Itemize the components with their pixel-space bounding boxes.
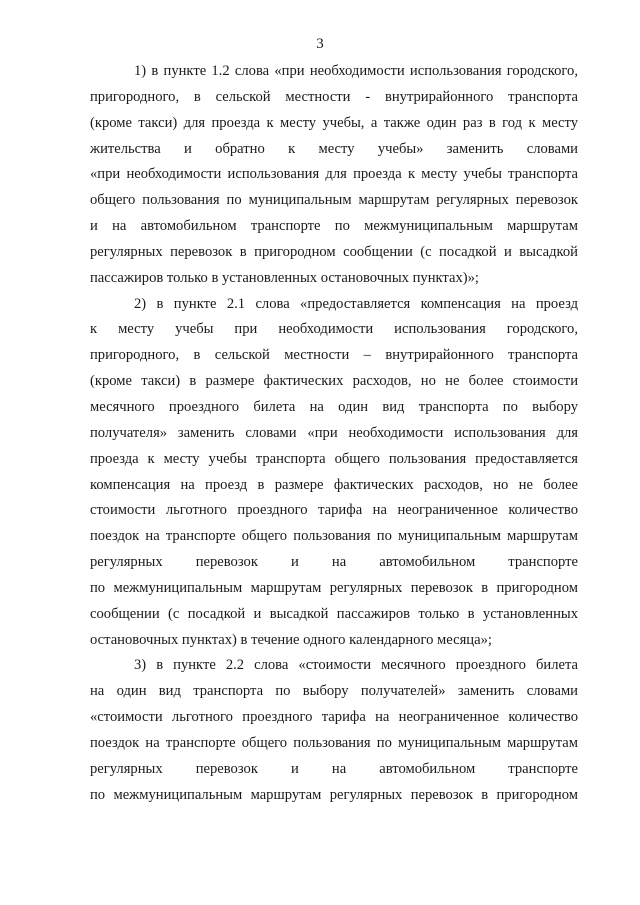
text-line: общего пользования по муниципальным маршрутам регулярных перевозок bbox=[90, 192, 578, 209]
text-line: проезда к месту учебы транспорта общего пользования предоставляется bbox=[90, 450, 578, 467]
text-line: пассажиров только в установленных остановочных пунктах)»; bbox=[90, 269, 479, 286]
text-line: пригородного, в сельской местности - внутрирайонного транспорта bbox=[90, 88, 578, 105]
text-line: пригородного, в сельской местности – внутрирайонного транспорта bbox=[90, 347, 578, 364]
text-line: компенсация на проезд в размере фактических расходов, но не более bbox=[90, 476, 578, 493]
paragraph-1 bbox=[90, 59, 578, 292]
paragraph-3 bbox=[90, 653, 578, 808]
text-line: поездок на транспорте общего пользования по муниципальным маршрутам bbox=[90, 528, 578, 545]
text-line: месячного проездного билета на один вид транспорта по выбору bbox=[90, 398, 578, 415]
document-body bbox=[90, 59, 578, 808]
text-line: 2) в пункте 2.1 слова «предоставляется компенсация на проезд bbox=[134, 295, 578, 312]
text-line: остановочных пунктах) в течение одного календарного месяца»; bbox=[90, 631, 492, 648]
text-line: стоимости льготного проездного тарифа на неограниченное количество bbox=[90, 502, 578, 519]
text-line: и на автомобильном транспорте по межмуниципальным маршрутам bbox=[90, 218, 578, 235]
text-line: поездок на транспорте общего пользования по муниципальным маршрутам bbox=[90, 734, 578, 751]
text-line: на один вид транспорта по выбору получателей» заменить словами bbox=[90, 683, 578, 700]
text-line: 3) в пункте 2.2 слова «стоимости месячного проездного билета bbox=[134, 657, 578, 674]
text-line: (кроме такси) в размере фактических расходов, но не более стоимости bbox=[90, 373, 578, 390]
text-line: к месту учебы при необходимости использования городского, bbox=[90, 321, 578, 338]
text-line: получателя» заменить словами «при необходимости использования для bbox=[90, 424, 578, 441]
text-line: регулярных перевозок в пригородном сообщении (с посадкой и высадкой bbox=[90, 243, 578, 260]
text-line: регулярных перевозок и на автомобильном транспорте bbox=[90, 760, 578, 777]
text-line: сообщении (с посадкой и высадкой пассажиров только в установленных bbox=[90, 605, 578, 622]
text-line: регулярных перевозок и на автомобильном транспорте bbox=[90, 554, 578, 571]
text-line: по межмуниципальным маршрутам регулярных перевозок в пригородном bbox=[90, 579, 578, 596]
text-line: «стоимости льготного проездного тарифа на неограниченное количество bbox=[90, 709, 578, 726]
text-line: по межмуниципальным маршрутам регулярных перевозок в пригородном bbox=[90, 786, 578, 803]
text-line: «при необходимости использования для проезда к месту учебы транспорта bbox=[90, 166, 578, 183]
text-line: жительства и обратно к месту учебы» заменить словами bbox=[90, 140, 578, 157]
text-line: (кроме такси) для проезда к месту учебы, а также один раз в год к месту bbox=[90, 114, 578, 131]
page-number: 3 bbox=[316, 36, 324, 52]
paragraph-2 bbox=[90, 292, 578, 654]
text-line: 1) в пункте 1.2 слова «при необходимости использования городского, bbox=[134, 63, 578, 79]
